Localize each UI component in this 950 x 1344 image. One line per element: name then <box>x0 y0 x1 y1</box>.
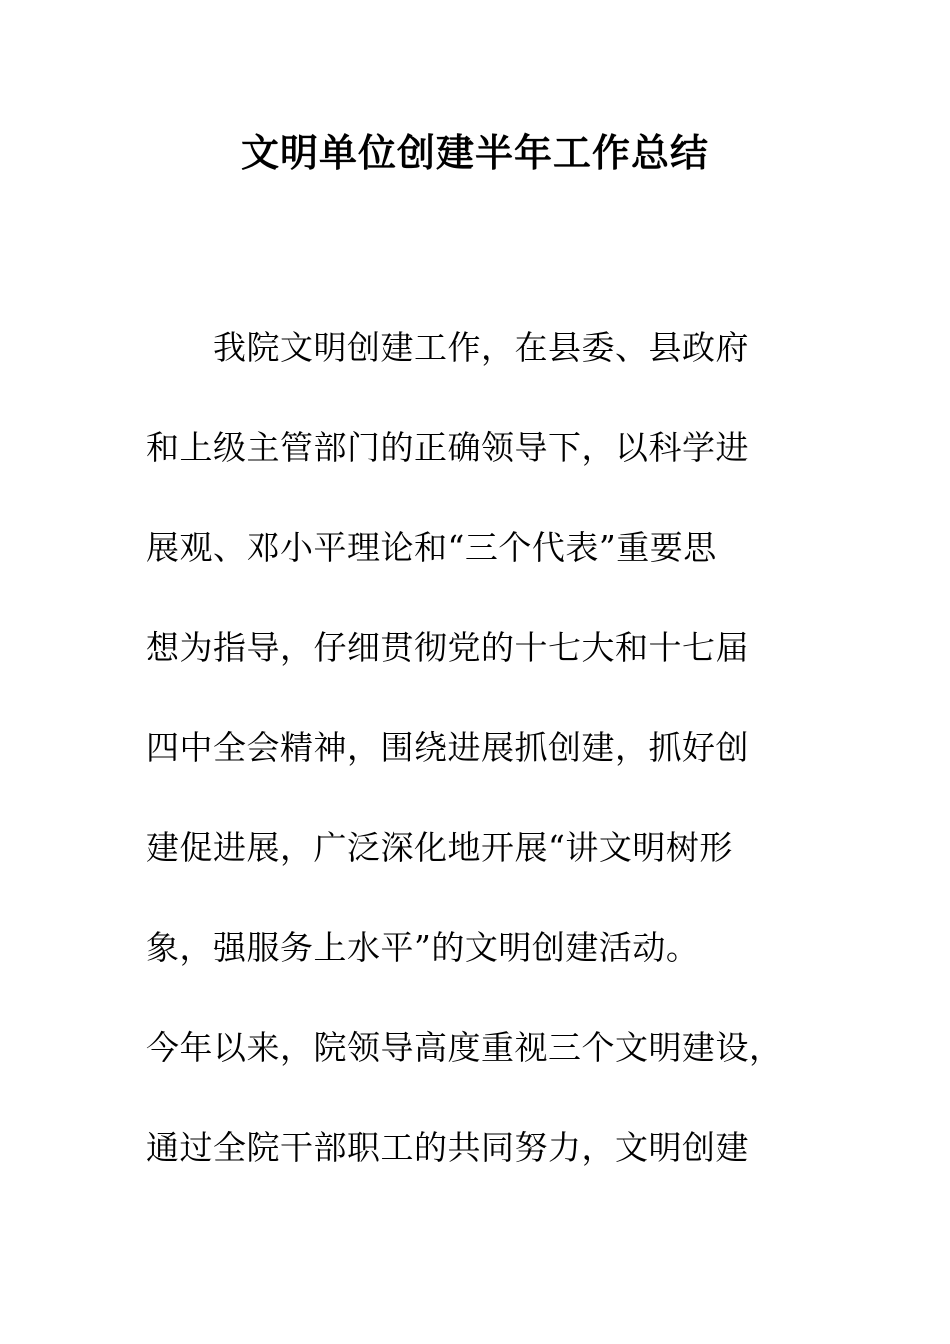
body-line-5: 四中全会精神，围绕进展抓创建，抓好创 <box>146 728 749 767</box>
body-line-7: 象，强服务上水平”的文明创建活动。 <box>146 928 700 967</box>
body-line-2: 和上级主管部门的正确领导下，以科学进 <box>146 428 749 467</box>
document-title: 文明单位创建半年工作总结 <box>240 131 709 175</box>
body-line-6: 建促进展，广泛深化地开展“讲文明树形 <box>146 828 733 867</box>
document-body <box>146 298 826 1198</box>
body-line-9: 通过全院干部职工的共同努力，文明创建 <box>146 1128 749 1167</box>
body-line-8: 今年以来，院领导高度重视三个文明建设， <box>146 1028 783 1067</box>
body-line-3: 展观、邓小平理论和“三个代表”重要思 <box>146 528 717 567</box>
body-line-4: 想为指导，仔细贯彻党的十七大和十七届 <box>146 628 749 667</box>
body-line-1: 我院文明创建工作，在县委、县政府 <box>146 328 749 367</box>
